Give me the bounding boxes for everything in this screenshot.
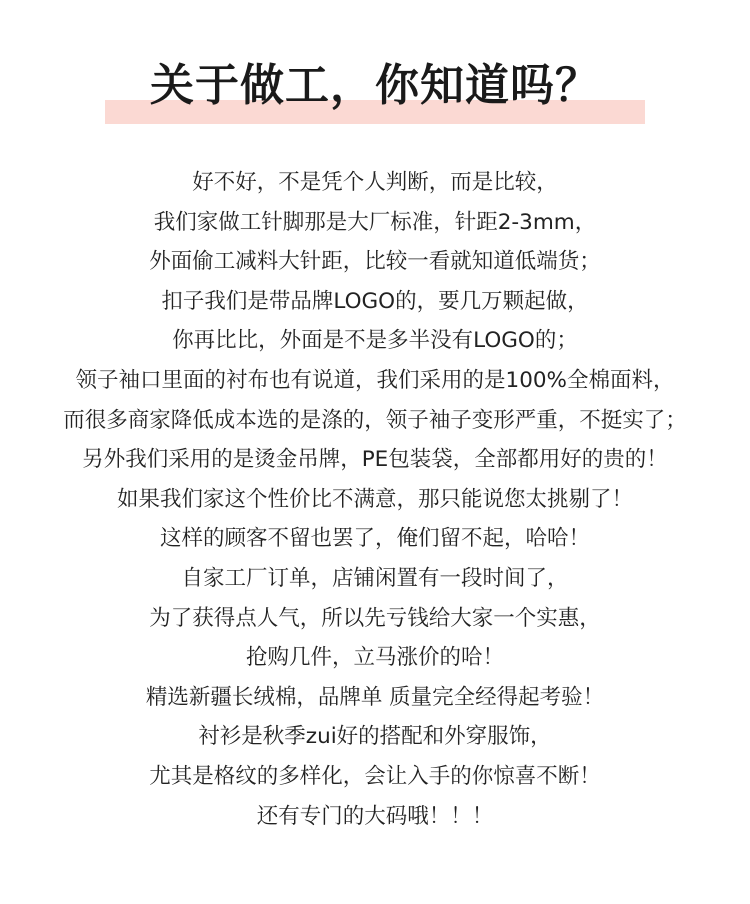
text-line-4: 扣子我们是带品牌LOGO的，要几万颗起做， (161, 288, 589, 314)
text-line-13: 抢购几件，立马涨价的哈！ (245, 645, 504, 671)
text-line-17: 还有专门的大码哦！！！ (256, 803, 494, 829)
text-line-11: 自家工厂订单，店铺闲置有一段时间了， (181, 565, 569, 591)
text-line-12: 为了获得点人气，所以先亏钱给大家一个实惠， (149, 605, 601, 631)
text-line-14: 精选新疆长绒棉，品牌单 质量完全经得起考验！ (145, 684, 605, 710)
text-line-8: 另外我们采用的是烫金吊牌，PE包装袋，全部都用好的贵的！ (82, 447, 668, 473)
text-line-3: 外面偷工减料大针距，比较一看就知道低端货； (149, 249, 601, 275)
text-line-2: 我们家做工针脚那是大厂标准，针距2-3mm， (153, 209, 597, 235)
text-line-6: 领子袖口里面的衬布也有说道，我们采用的是100%全棉面料， (75, 367, 675, 393)
text-line-1: 好不好，不是凭个人判断，而是比较， (192, 170, 558, 195)
text-line-10: 这样的顾客不留也罢了，俺们留不起，哈哈！ (159, 526, 590, 552)
text-line-9: 如果我们家这个性价比不满意，那只能说您太挑剔了！ (116, 486, 633, 512)
text-line-7: 而很多商家降低成本选的是涤的，领子袖子变形严重，不挺实了； (63, 407, 687, 433)
title-section (0, 0, 750, 130)
text-line-5: 你再比比，外面是不是多半没有LOGO的； (172, 328, 578, 354)
body-text (0, 163, 750, 836)
text-line-16: 尤其是格纹的多样化，会让入手的你惊喜不断！ (149, 763, 601, 789)
page-title: 关于做工，你知道吗？ (150, 60, 600, 111)
text-line-15: 衬衫是秋季zui好的搭配和外穿服饰， (198, 724, 552, 750)
